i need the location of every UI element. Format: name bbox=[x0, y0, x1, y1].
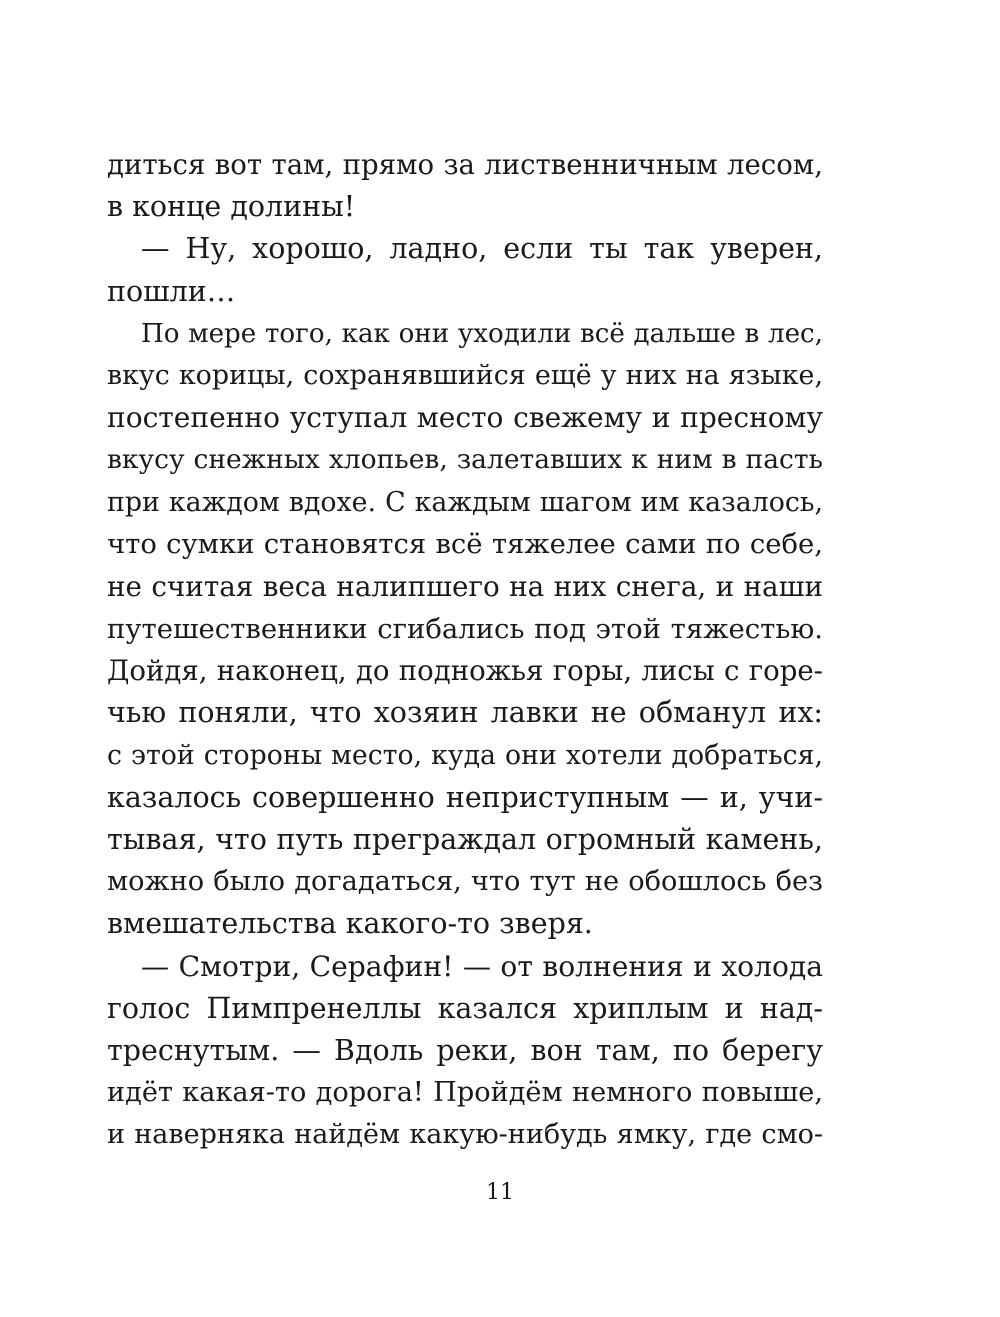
text-line-22: треснутым. — Вдоль реки, вон там, по берегу bbox=[107, 1033, 823, 1067]
text-line-13: Дойдя, наконец, до подножья горы, лисы с горе- bbox=[107, 654, 823, 688]
text-line-12: путешественники сгибались под этой тяжестью. bbox=[107, 613, 823, 646]
text-line-20: — Смотри, Серафин! — от волнения и холода bbox=[141, 949, 823, 983]
text-line-7: постепенно уступал место свежему и пресному bbox=[107, 401, 823, 435]
text-line-14: чью поняли, что хозяин лавки не обманул их: bbox=[107, 696, 823, 730]
text-line-2: в конце долины! bbox=[107, 190, 356, 224]
text-line-9: при каждом вдохе. С каждым шагом им казалось, bbox=[107, 486, 823, 518]
text-line-3: — Ну, хорошо, ладно, если ты так уверен, bbox=[141, 232, 823, 266]
text-line-16: казалось совершенно неприступным — и, учи- bbox=[107, 780, 823, 814]
text-line-11: не считая веса налипшего на них снега, и наши bbox=[107, 569, 823, 603]
text-line-5: По мере того, как они уходили всё дальше в лес, bbox=[141, 318, 823, 349]
text-line-19: вмешательства какого-то зверя. bbox=[107, 907, 593, 941]
text-line-8: вкусу снежных хлопьев, залетавших к ним в пасть bbox=[107, 444, 823, 476]
text-line-23: идёт какая-то дорога! Пройдём немного повыше, bbox=[107, 1077, 823, 1109]
text-line-15: с этой стороны место, куда они хотели добраться, bbox=[107, 739, 823, 771]
text-line-10: что сумки становятся всё тяжелее сами по себе, bbox=[107, 528, 823, 560]
text-line-4: пошли… bbox=[107, 274, 236, 308]
text-line-17: тывая, что путь преграждал огромный камень, bbox=[107, 823, 823, 856]
text-line-21: голос Пимпренеллы казался хриплым и над- bbox=[107, 991, 823, 1025]
text-line-24: и наверняка найдём какую-нибудь ямку, где смо- bbox=[107, 1119, 823, 1151]
body-text bbox=[107, 144, 823, 1157]
text-line-18: можно было догадаться, что тут не обошлось без bbox=[107, 866, 823, 898]
page-number: 11 bbox=[486, 1180, 514, 1205]
text-line-6: вкус корицы, сохранявшийся ещё у них на языке, bbox=[107, 359, 823, 391]
text-line-1: диться вот там, прямо за лиственничным лесом, bbox=[107, 149, 823, 181]
